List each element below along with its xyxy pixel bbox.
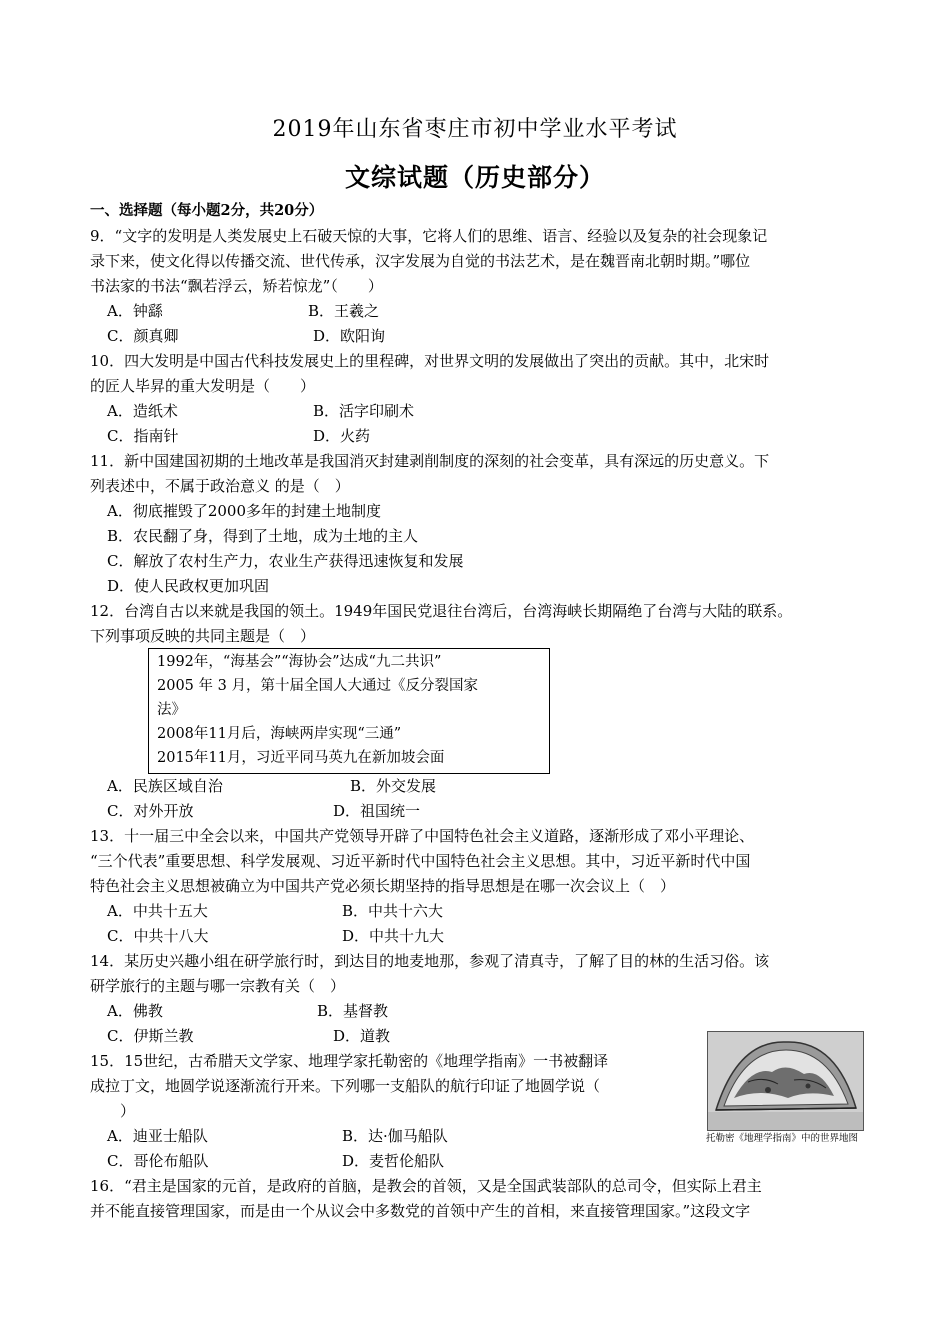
q9-option-b: B．王羲之 bbox=[308, 302, 380, 320]
q11-option-c: C．解放了农村生产力，农业生产获得迅速恢复和发展 bbox=[107, 552, 464, 570]
q12-material-line: 2008年11月后，海峡两岸实现“三通” bbox=[157, 726, 402, 742]
q13-text-line3: 特色社会主义思想被确立为中国共产党必须长期坚持的指导思想是在哪一次会议上（ ） bbox=[90, 877, 676, 895]
q12-material-line: 2005 年 3 月，第十届全国人大通过《反分裂国家 bbox=[157, 678, 478, 694]
q15-text-line2: 成拉丁文，地圆学说逐渐流行开来。下列哪一支船队的航行印证了地圆学说（ bbox=[90, 1077, 601, 1095]
q12-option-a: A．民族区域自治 bbox=[107, 777, 223, 795]
ptolemy-world-map-image bbox=[707, 1031, 864, 1131]
q9-option-c: C．颜真卿 bbox=[107, 327, 179, 345]
q9-option-a: A．钟繇 bbox=[107, 302, 163, 320]
q9-text-line3: 书法家的书法“飘若浮云，矫若惊龙”（ ） bbox=[90, 277, 383, 295]
q12-option-d: D．祖国统一 bbox=[333, 802, 421, 820]
map-caption: 托勒密《地理学指南》中的世界地图 bbox=[706, 1133, 859, 1144]
q12-text-line1: 12．台湾自古以来就是我国的领土。1949年国民党退往台湾后，台湾海峡长期隔绝了台湾与大陆的联系。 bbox=[90, 602, 793, 620]
q14-option-b: B．基督教 bbox=[317, 1002, 389, 1020]
page-title: 2019年山东省枣庄市初中学业水平考试 bbox=[272, 117, 678, 142]
q12-text-line2: 下列事项反映的共同主题是（ ） bbox=[90, 627, 316, 645]
q16-text-line1: 16．“君主是国家的元首，是政府的首脑，是教会的首领，又是全国武装部队的总司令，但实际上君主 bbox=[90, 1177, 762, 1195]
q9-text-line2: 录下来，使文化得以传播交流、世代传承，汉字发展为自觉的书法艺术，是在魏晋南北朝时期。”哪位 bbox=[90, 252, 751, 270]
q11-option-b: B．农民翻了身，得到了土地，成为土地的主人 bbox=[107, 527, 419, 545]
q12-material-line: 1992年，“海基会”“海协会”达成“九二共识” bbox=[157, 654, 442, 670]
q9-text-line1: 9．“文字的发明是人类发展史上石破天惊的大事，它将人们的思维、语言、经验以及复杂的社会现象记 bbox=[90, 227, 768, 245]
q14-text-line2: 研学旅行的主题与哪一宗教有关（ ） bbox=[90, 977, 346, 995]
q15-option-b: B．达·伽马船队 bbox=[342, 1127, 448, 1145]
q14-option-d: D．道教 bbox=[333, 1027, 391, 1045]
q15-option-c: C．哥伦布船队 bbox=[107, 1152, 209, 1170]
q14-option-a: A．佛教 bbox=[107, 1002, 163, 1020]
q10-text-line2: 的匠人毕昇的重大发明是（ ） bbox=[90, 377, 316, 395]
q11-option-d: D．使人民政权更加巩固 bbox=[107, 577, 270, 595]
q13-text-line2: “三个代表”重要思想、科学发展观、习近平新时代中国特色社会主义思想。其中，习近平新时代中国 bbox=[90, 852, 751, 870]
q15-option-d: D．麦哲伦船队 bbox=[342, 1152, 445, 1170]
q12-material-line: 法》 bbox=[157, 702, 186, 718]
q12-option-b: B．外交发展 bbox=[350, 777, 437, 795]
q13-option-b: B．中共十六大 bbox=[342, 902, 444, 920]
q11-text-line1: 11．新中国建国初期的土地改革是我国消灭封建剥削制度的深刻的社会变革，具有深远的历史意义。下 bbox=[90, 452, 770, 470]
q12-option-c: C．对外开放 bbox=[107, 802, 194, 820]
section-heading: 一、选择题（每小题2分，共20分） bbox=[90, 202, 324, 219]
q13-option-d: D．中共十九大 bbox=[342, 927, 445, 945]
q9-option-d: D．欧阳询 bbox=[313, 327, 386, 345]
q13-option-c: C．中共十八大 bbox=[107, 927, 209, 945]
q14-text-line1: 14．某历史兴趣小组在研学旅行时，到达目的地麦地那，参观了清真寺，了解了目的林的生活习俗。该 bbox=[90, 952, 770, 970]
q13-text-line1: 13．十一届三中全会以来，中国共产党领导开辟了中国特色社会主义道路，逐渐形成了邓小平理论、 bbox=[90, 827, 755, 845]
q15-option-a: A．迪亚士船队 bbox=[107, 1127, 208, 1145]
page-subtitle: 文综试题（历史部分） bbox=[344, 163, 605, 192]
q13-option-a: A．中共十五大 bbox=[107, 902, 208, 920]
q10-option-b: B．活字印刷术 bbox=[313, 402, 415, 420]
world-map-illustration bbox=[708, 1032, 863, 1130]
q15-text-line3: ） bbox=[120, 1102, 136, 1120]
q15-text-line1: 15．15世纪，古希腊天文学家、地理学家托勒密的《地理学指南》一书被翻译 bbox=[90, 1052, 609, 1070]
q10-option-d: D．火药 bbox=[313, 427, 371, 445]
q16-text-line2: 并不能直接管理国家，而是由一个从议会中多数党的首领中产生的首相，来直接管理国家。”这段文字 bbox=[90, 1202, 751, 1220]
q10-option-c: C．指南针 bbox=[107, 427, 179, 445]
q11-option-a: A．彻底摧毁了2000多年的封建土地制度 bbox=[107, 502, 382, 520]
q14-option-c: C．伊斯兰教 bbox=[107, 1027, 194, 1045]
q10-option-a: A．造纸术 bbox=[107, 402, 178, 420]
q12-material-line: 2015年11月，习近平同马英九在新加坡会面 bbox=[157, 750, 445, 766]
q12-material-box bbox=[148, 648, 550, 774]
q10-text-line1: 10．四大发明是中国古代科技发展史上的里程碑，对世界文明的发展做出了突出的贡献。其中，北宋时 bbox=[90, 352, 770, 370]
q11-text-line2: 列表述中，不属于政治意义 的是（ ） bbox=[90, 477, 350, 495]
